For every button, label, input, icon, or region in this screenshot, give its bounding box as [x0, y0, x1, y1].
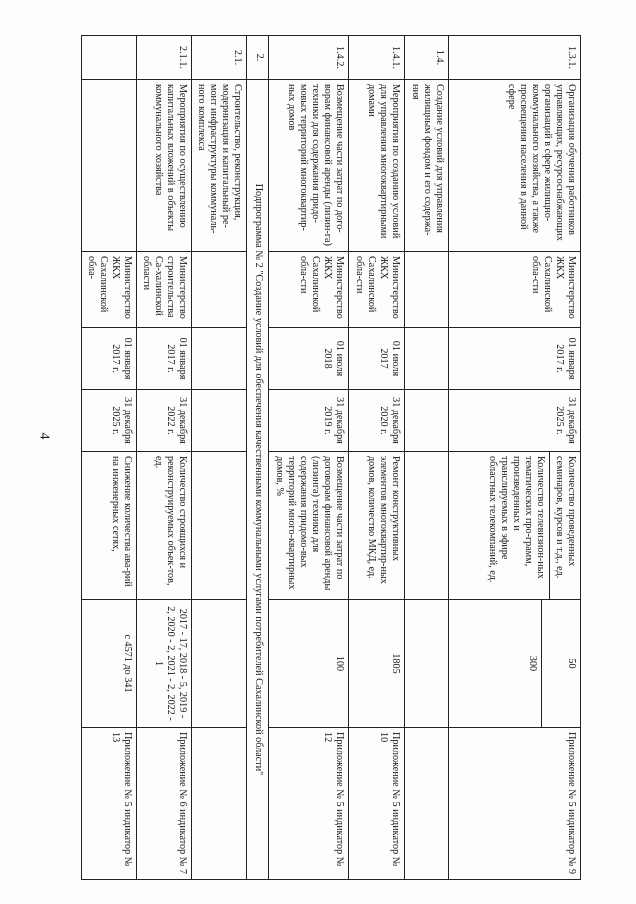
start-date: 01 января 2017 г.	[449, 328, 581, 390]
table-row	[191, 36, 246, 880]
indicator-link	[405, 728, 449, 880]
indicator-link	[191, 728, 246, 880]
result-value	[191, 600, 246, 728]
indicator-link: Приложение № 5 индикатор № 9	[449, 728, 581, 880]
table-row	[405, 36, 449, 880]
table-row	[81, 36, 136, 880]
result-value: с 4571 до 341	[81, 600, 136, 728]
start-date: 01 июля 2017	[349, 328, 405, 390]
rotated-table-wrapper	[85, 35, 581, 879]
expected-result	[191, 452, 246, 600]
executor: Министерство ЖКХ Сахалинской обла-сти	[449, 252, 581, 328]
expected-result: Возмещение части затрат по договорам финансовой аренды (лизинга) техники для содержания придомо-вых территорий много-квартирных домов, %	[269, 452, 349, 600]
table-row	[136, 36, 191, 880]
table-row	[269, 36, 349, 880]
row-number: 1.3.1.	[449, 36, 581, 80]
expected-result: Снижение количества ава-рий на инженерных сетях,	[81, 452, 136, 600]
start-date: 01 января 2017 г.	[81, 328, 136, 390]
value-text: 50	[566, 658, 577, 669]
measure-name: Организация обучения работников управляющих, ресурсоснабжающих организаций в сфере жилищно-коммунального хозяйства, а также просвещения населения в данной сфере	[449, 80, 581, 252]
measure-name	[81, 80, 136, 252]
subprogram-title: Подпрограмма № 2 "Создание условий для обеспечения качественными коммунальными услугами потребителей Сахалинской области"	[247, 80, 269, 880]
indicator-link: Приложение № 5 индикатор № 10	[349, 728, 405, 880]
row-number: 2.	[247, 36, 269, 80]
end-date: 31 декабря 2019 г.	[269, 390, 349, 452]
result-value: 2017 - 17, 2018 - 5, 2019 - 2, 2020 - 2, 2021 - 2, 2022 - 1	[136, 600, 191, 728]
result-value: 100	[269, 600, 349, 728]
page-number: 4	[36, 432, 52, 440]
start-date: 01 января 2017 г.	[136, 328, 191, 390]
executor: Министерство ЖКХ Сахалинской обла-сти	[269, 252, 349, 328]
row-number: 2.1.	[191, 36, 246, 80]
row-number	[81, 36, 136, 80]
end-date: 31 декабря 2025 г.	[81, 390, 136, 452]
indicator-link: Приложение № 5 индикатор № 13	[81, 728, 136, 880]
end-date	[191, 390, 246, 452]
value-text-secondary: 300	[523, 600, 542, 727]
result-value	[405, 600, 449, 728]
end-date	[405, 390, 449, 452]
row-number: 1.4.2.	[269, 36, 349, 80]
executor	[405, 252, 449, 328]
measure-name: Мероприятия по созданию условий для управления многоквартирными домами	[349, 80, 405, 252]
indicator-link: Приложение № 5 индикатор № 12	[269, 728, 349, 880]
end-date: 31 декабря 2025 г.	[449, 390, 581, 452]
measure-name: Мероприятия по осуществлению капитальных вложений в объекты коммунального хозяйства	[136, 80, 191, 252]
measure-name: Возмещение части затрат по дого-ворам финансовой аренды (лизин-га) техники для содержания придо-мовых территорий многоквартир-ных домов	[269, 80, 349, 252]
expected-result: Количество строящихся и реконструируемых объек-тов, ед.	[136, 452, 191, 600]
program-table	[81, 35, 581, 880]
expected-result	[449, 452, 581, 600]
row-number: 1.4.1.	[349, 36, 405, 80]
row-number: 1.4.	[405, 36, 449, 80]
table-row	[247, 36, 269, 880]
end-date: 31 декабря 2020 г.	[349, 390, 405, 452]
end-date: 31 декабря 2022 г.	[136, 390, 191, 452]
start-date	[405, 328, 449, 390]
executor: Министерство строительства Са-халинской области	[136, 252, 191, 328]
start-date	[191, 328, 246, 390]
result-value: 1805	[349, 600, 405, 728]
result-value	[449, 600, 581, 728]
table-row	[349, 36, 405, 880]
result-text-secondary: Количество телевизион-ных тематических про-грамм, произведенных и транслируемых в эфире областных телекомпаний, ед.	[483, 452, 550, 599]
expected-result: Ремонт конструктивных элементов многоквартир-ных домов, количество МКД, ед.	[349, 452, 405, 600]
expected-result	[405, 452, 449, 600]
start-date: 01 июля 2018	[269, 328, 349, 390]
executor: Министерство ЖКХ Сахалинской обла-	[81, 252, 136, 328]
result-text: Количество проведенных семинаров, курсов и т.д., ед.	[553, 456, 577, 579]
executor	[191, 252, 246, 328]
indicator-link: Приложение № 6 индикатор № 7	[136, 728, 191, 880]
table-row	[449, 36, 581, 880]
measure-name: Создание условий для управления жилищным фондом и его содержа-ния	[405, 80, 449, 252]
executor: Министерство ЖКХ Сахалинской обла-сти	[349, 252, 405, 328]
row-number: 2.1.1.	[136, 36, 191, 80]
measure-name: Строительство, реконструкция, модернизация и капитальный ре-монт инфраструктуры коммуналь-ного комплекса	[191, 80, 246, 252]
